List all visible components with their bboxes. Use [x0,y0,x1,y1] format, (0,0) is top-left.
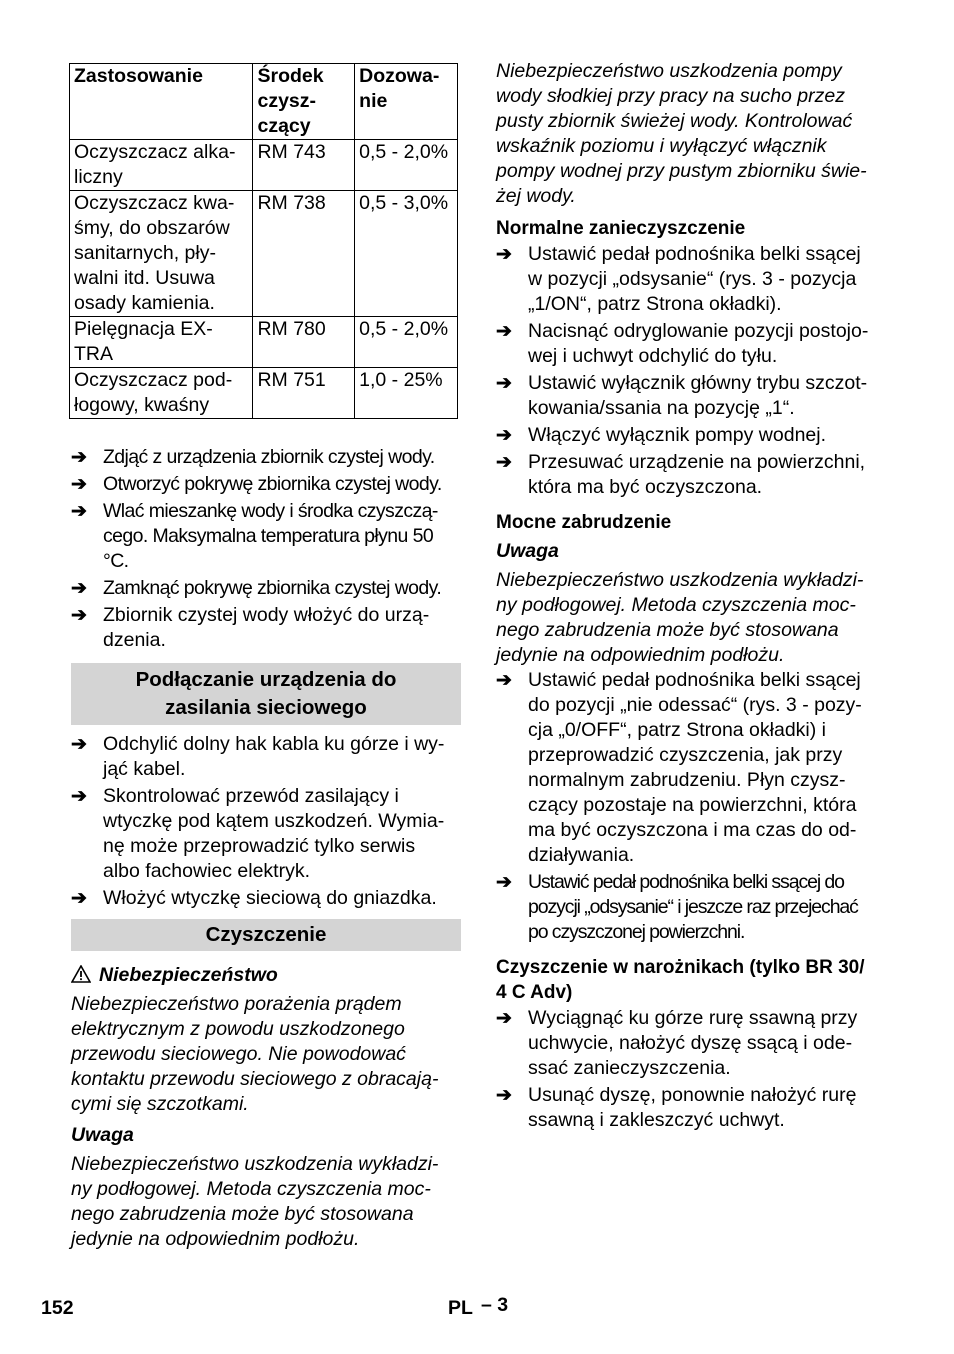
list-item: ➔ Odchylić dolny hak kabla ku górze i wy- jąć kabel. [71,733,445,780]
list-item: ➔ Zbiornik czystej wody włożyć do urzą- dzenia. [71,604,430,651]
arrow-right-icon: ➔ [496,425,512,446]
table-header-cell: Zastosowanie [70,64,253,140]
list-item: ➔ Włączyć wyłącznik pompy wodnej. [496,424,827,446]
heavy-note-heading: Uwaga [496,540,559,562]
list-item: ➔ Wlać mieszankę wody i środka czyszczą- cego. Maksymalna temperatura płynu 50 °C. [71,500,438,572]
section-heading-cleaning: Czyszczenie [71,919,461,951]
section-number: – 3 [481,1294,509,1316]
list-item: ➔ Przesuwać urządzenie na powierzchni, która ma być oczyszczona. [496,451,866,498]
table-cell: RM 743 [253,140,355,191]
danger-text: Niebezpieczeństwo porażenia prądem elektrycznym z powodu uszkodzonego przewodu sieciowego. Nie powodować kontaktu przewodu sieciowego z obracają- cymi się szczotkami. [71,993,439,1115]
list-item: ➔ Ustawić pedał podnośnika belki ssącej do pozycji „nie odessać“ (rys. 3 - pozy- cja „0/OFF“, patrz Strona okładki) i przeprowadzić czyszczenia, jak przy normalnym zabrudzeniu. Płyn czysz- czący pozostaje na powierzchni, która ma być oczyszczona i ma czas do od- działywania. [496,669,862,866]
fill-tank-steps [71,445,463,653]
table-cell: RM 738 [253,191,355,317]
arrow-right-icon: ➔ [496,670,512,691]
arrow-right-icon: ➔ [496,373,512,394]
list-item: ➔ Ustawić pedał podnośnika belki ssącej do pozycji „odsysanie“ i jeszcze raz przejechać po czyszczonej powierzchni. [496,871,858,943]
arrow-right-icon: ➔ [496,321,512,342]
table-cell: 0,5 - 2,0% [355,317,458,368]
list-item: ➔ Otworzyć pokrywę zbiornika czystej wody. [71,473,442,495]
language-code: PL [448,1297,473,1319]
arrow-right-icon: ➔ [496,244,512,265]
dosage-table [69,63,458,419]
note-text: Niebezpieczeństwo uszkodzenia wykładzi- ny podłogowej. Metoda czyszczenia moc- nego zabrudzenia może być stosowana jedynie na odpowiednim podłożu. [71,1153,439,1250]
table-row [70,317,458,368]
danger-block [71,963,463,1252]
arrow-right-icon: ➔ [71,578,87,599]
table-cell: 0,5 - 2,0% [355,140,458,191]
arrow-right-icon: ➔ [71,501,87,522]
page-number: 152 [41,1297,74,1319]
arrow-right-icon: ➔ [496,1008,512,1029]
list-item: ➔ Nacisnąć odryglowanie pozycji postojo- wej i uchwyt odchylić do tyłu. [496,320,869,367]
section-heading-power: Podłączanie urządzenia do zasilania sieciowego [71,663,461,725]
table-header-cell: Dozowa- nie [355,64,458,140]
list-item: ➔ Usunąć dyszę, ponownie nałożyć rurę ssawną i zakleszczyć uchwyt. [496,1084,857,1131]
arrow-right-icon: ➔ [71,888,87,909]
list-item: ➔ Ustawić pedał podnośnika belki ssącej w pozycji „odsysanie“ (rys. 3 - pozycja „1/ON“, patrz Strona okładki). [496,243,861,315]
table-row [70,191,458,317]
list-item: ➔ Zdjąć z urządzenia zbiornik czystej wody. [71,446,435,468]
list-item: ➔ Zamknąć pokrywę zbiornika czystej wody. [71,577,442,599]
heavy-dirt-steps [496,668,896,945]
danger-heading: Niebezpieczeństwo [71,963,463,988]
arrow-right-icon: ➔ [71,734,87,755]
normal-dirt-steps [496,242,896,500]
table-cell: Pielęgnacja EX- TRA [70,317,253,368]
arrow-right-icon: ➔ [496,872,511,893]
note-heading: Uwaga [71,1124,134,1146]
table-cell: 1,0 - 25% [355,368,458,419]
heavy-dirt-heading: Mocne zabrudzenie [496,512,672,533]
power-steps [71,732,463,911]
normal-dirt-heading: Normalne zanieczyszczenie [496,218,746,239]
table-cell: Oczyszczacz pod- łogowy, kwaśny [70,368,253,419]
table-cell: RM 751 [253,368,355,419]
table-cell: RM 780 [253,317,355,368]
arrow-right-icon: ➔ [496,1085,512,1106]
table-header-row [70,64,458,140]
table-cell: 0,5 - 3,0% [355,191,458,317]
corner-cleaning-heading: Czyszczenie w narożnikach (tylko BR 30/ 4 C Adv) [496,957,865,1003]
heavy-note-text: Niebezpieczeństwo uszkodzenia wykładzi- ny podłogowej. Metoda czyszczenia moc- nego zabrudzenia może być stosowana jedynie na odpowiednim podłożu. [496,569,864,666]
arrow-right-icon: ➔ [71,605,87,626]
table-cell: Oczyszczacz alka- liczny [70,140,253,191]
arrow-right-icon: ➔ [71,474,87,495]
arrow-right-icon: ➔ [71,447,87,468]
table-row [70,140,458,191]
list-item: ➔ Ustawić wyłącznik główny trybu szczot- kowania/ssania na pozycję „1“. [496,372,868,419]
corner-cleaning-steps [496,1006,896,1133]
table-header-cell: Środek czysz- czący [253,64,355,140]
arrow-right-icon: ➔ [71,786,87,807]
list-item: ➔ Włożyć wtyczkę sieciową do gniazdka. [71,887,437,909]
list-item: ➔ Wyciągnąć ku górze rurę ssawną przy uchwycie, nałożyć dyszę ssącą i ode- ssać zanieczyszczenia. [496,1007,858,1079]
table-cell: Oczyszczacz kwa- śmy, do obszarów sanitarnych, pły- walni itd. Usuwa osady kamienia. [70,191,253,317]
arrow-right-icon: ➔ [496,452,512,473]
table-row [70,368,458,419]
warning-triangle-icon [71,965,91,983]
list-item: ➔ Skontrolować przewód zasilający i wtyczkę pod kątem uszkodzeń. Wymia- nę może przeprowadzić tylko serwis albo fachowiec elektryk. [71,785,445,882]
pump-warning-text: Niebezpieczeństwo uszkodzenia pompy wody słodkiej przy pracy na sucho przez pusty zbiornik świeżej wody. Kontrolować wskaźnik poziomu i wyłączyć włącznik pompy wodnej przy pustym zbiorniku świe- żej wody. [496,60,867,207]
